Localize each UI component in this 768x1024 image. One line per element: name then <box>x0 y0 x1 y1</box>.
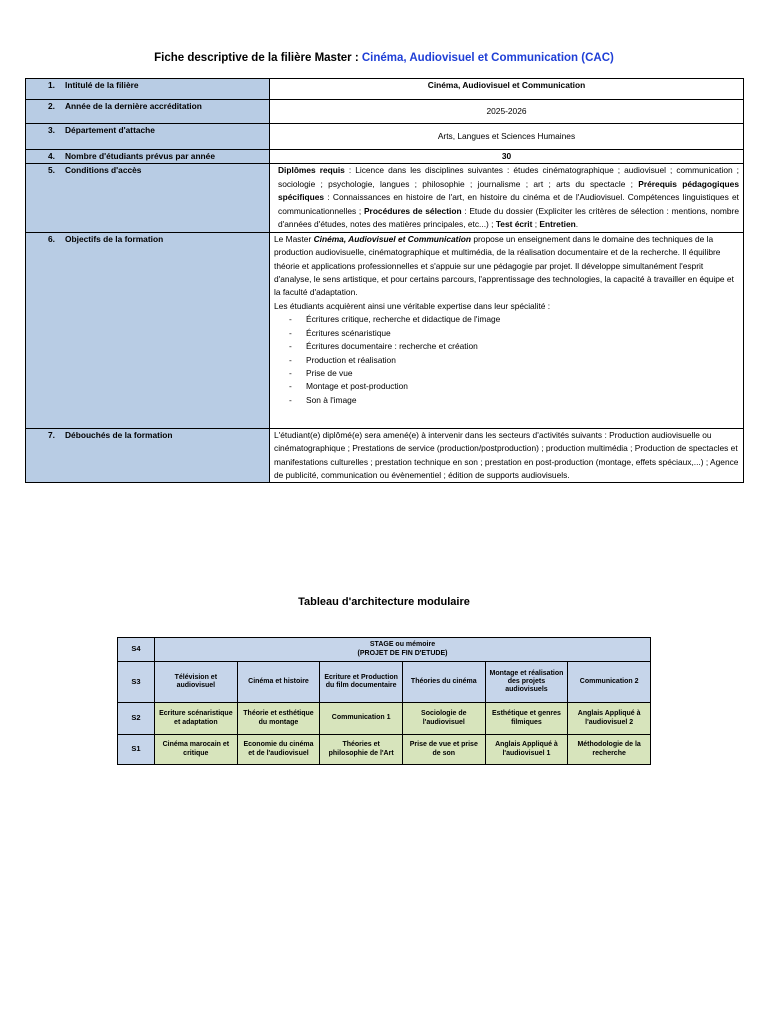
list-item: - Écritures critique, recherche et didactique de l'image <box>306 313 739 326</box>
intro-program-name: Cinéma, Audiovisuel et Communication <box>313 233 472 244</box>
program-name: Cinéma, Audiovisuel et Communication (CAC) <box>361 52 614 64</box>
module-cell: Economie du cinéma et de l'audiovisuel <box>237 735 320 765</box>
semester-label: S3 <box>118 662 155 703</box>
row-label-text: Débouchés de la formation <box>65 429 173 440</box>
module-cell: Communication 2 <box>568 662 651 703</box>
row-value: 30 <box>270 150 744 164</box>
row-label <box>26 428 270 483</box>
stage-line1: STAGE ou mémoire <box>369 641 436 649</box>
module-cell: Cinéma marocain et critique <box>155 735 238 765</box>
fiche-row-debouches <box>26 428 744 483</box>
semester-row-s4 <box>118 638 651 662</box>
row-label <box>26 150 270 164</box>
module-cell: Ecriture et Production du film documentaire <box>320 662 403 703</box>
module-cell: Esthétique et genres filmiques <box>485 703 568 735</box>
row-value <box>270 164 744 232</box>
row-label <box>26 79 270 100</box>
row-label-text: Année de la dernière accréditation <box>65 101 202 111</box>
module-cell: Cinéma et histoire <box>237 662 320 703</box>
row-value: Cinéma, Audiovisuel et Communication <box>270 79 744 100</box>
list-item: - Son à l'image <box>306 394 739 407</box>
expertise-intro: Les étudiants acquièrent ainsi une véritable expertise dans leur spécialité : <box>274 300 551 311</box>
intro-text-cont: propose un enseignement dans le domaine des techniques de la production audiovisuelle, cinématographique et multimédia, de la réalisation documentaire et de la recherche. Il équilibre théorie et applications professionnelles et s'appuie sur une pédagogie par projet. Il développe simultanément l'esprit d'analyse, le sens artistique, et pour certains parcours, l'apprentissage des technologies, la capacité à travailler en équipe et la faculté d'adaptation. <box>274 233 734 298</box>
list-item: - Montage et post-production <box>306 380 739 393</box>
list-item: - Production et réalisation <box>306 354 739 367</box>
semester-label: S4 <box>118 638 155 662</box>
module-cell: Télévision et audiovisuel <box>155 662 238 703</box>
module-cell: Montage et réalisation des projets audiovisuels <box>485 662 568 703</box>
intro-text: Le Master <box>274 233 314 244</box>
end-punct: . <box>575 219 579 230</box>
list-item: - Prise de vue <box>306 367 739 380</box>
prerequis-text: : Connaissances en histoire de l'art, en histoire du cinéma et de l'Audiovisuel. Compétences linguistiques et communicationnelles ; <box>278 192 739 216</box>
row-number: 3. <box>48 125 55 135</box>
modular-title: Tableau d'architecture modulaire <box>298 596 470 608</box>
semester-label: S2 <box>118 703 155 735</box>
module-cell: Théories du cinéma <box>402 662 485 703</box>
procedures-label: Procédures de sélection <box>363 205 462 216</box>
module-cell: Anglais Appliqué à l'audiovisuel 2 <box>568 703 651 735</box>
title-prefix: Fiche descriptive de la filière Master : <box>154 52 362 64</box>
fiche-row-conditions <box>26 164 744 232</box>
diplomes-label: Diplômes requis <box>278 165 345 176</box>
module-cell: Ecriture scénaristique et adaptation <box>155 703 238 735</box>
stage-cell <box>155 638 651 662</box>
fiche-row-accreditation <box>26 100 744 124</box>
module-cell: Anglais Appliqué à l'audiovisuel 1 <box>485 735 568 765</box>
row-number: 5. <box>48 165 55 176</box>
expertise-list <box>274 313 739 407</box>
row-value <box>270 232 744 428</box>
semester-row-s1 <box>118 735 651 765</box>
row-label-text: Intitulé de la filière <box>65 80 139 90</box>
module-cell: Sociologie de l'audiovisuel <box>402 703 485 735</box>
row-number: 7. <box>48 429 55 440</box>
module-cell: Prise de vue et prise de son <box>402 735 485 765</box>
fiche-row-objectifs <box>26 232 744 428</box>
row-label-text: Objectifs de la formation <box>65 233 164 244</box>
page-title <box>0 52 768 64</box>
row-label-text: Département d'attache <box>65 125 155 135</box>
prerequis-label: Prérequis pédagogiques spécifiques <box>278 178 739 203</box>
test-label: Test écrit <box>495 219 533 230</box>
separator: ; <box>532 219 540 230</box>
row-value: Arts, Langues et Sciences Humaines <box>270 124 744 150</box>
fiche-table <box>25 78 744 483</box>
row-label-text: Conditions d'accès <box>65 165 142 176</box>
list-item: - Écritures scénaristique <box>306 327 739 340</box>
row-label <box>26 100 270 124</box>
semester-row-s2 <box>118 703 651 735</box>
module-cell: Théories et philosophie de l'Art <box>320 735 403 765</box>
semester-row-s3 <box>118 662 651 703</box>
row-number: 1. <box>48 80 55 90</box>
module-cell: Méthodologie de la recherche <box>568 735 651 765</box>
entretien-label: Entretien <box>539 219 576 230</box>
diplomes-text: : Licence dans les disciplines suivantes : études cinématographique ; audiovisuel ; communication ; sociologie ; psychologie, langues ; philosophie ; journalisme ; art ; arts du spectacle ; <box>278 165 739 189</box>
list-item: - Écritures documentaire : recherche et création <box>306 340 739 353</box>
modular-table <box>117 637 651 765</box>
procedures-text: : Etude du dossier (Expliciter les critères de sélection : mentions, nombre d'années d'études, notes des matières principales, etc...) ; <box>278 205 739 230</box>
row-number: 4. <box>48 151 55 161</box>
row-value: 2025-2026 <box>270 100 744 124</box>
row-label <box>26 164 270 232</box>
fiche-row-departement <box>26 124 744 150</box>
row-value: L'étudiant(e) diplômé(e) sera amené(e) à intervenir dans les secteurs d'activités suivants : Production audiovisuelle ou cinématographique ; Prestations de service (production/postproduction) ; production multimédia ; Production de spectacles et manifestations culturelles ; prestation technique en son ; prestation en post-production (montage, effets spéciaux,...) ; Agence de publicité, communication ou évènementiel ; édition de supports audiovisuels. <box>270 428 744 483</box>
module-cell: Communication 1 <box>320 703 403 735</box>
fiche-row-intitule <box>26 79 744 100</box>
module-cell: Théorie et esthétique du montage <box>237 703 320 735</box>
row-label <box>26 232 270 428</box>
row-number: 6. <box>48 233 55 244</box>
row-label-text: Nombre d'étudiants prévus par année <box>65 151 215 161</box>
semester-label: S1 <box>118 735 155 765</box>
row-label <box>26 124 270 150</box>
row-number: 2. <box>48 101 55 111</box>
stage-line2: (PROJET DE FIN D'ETUDE) <box>357 649 448 657</box>
fiche-row-effectif <box>26 150 744 164</box>
